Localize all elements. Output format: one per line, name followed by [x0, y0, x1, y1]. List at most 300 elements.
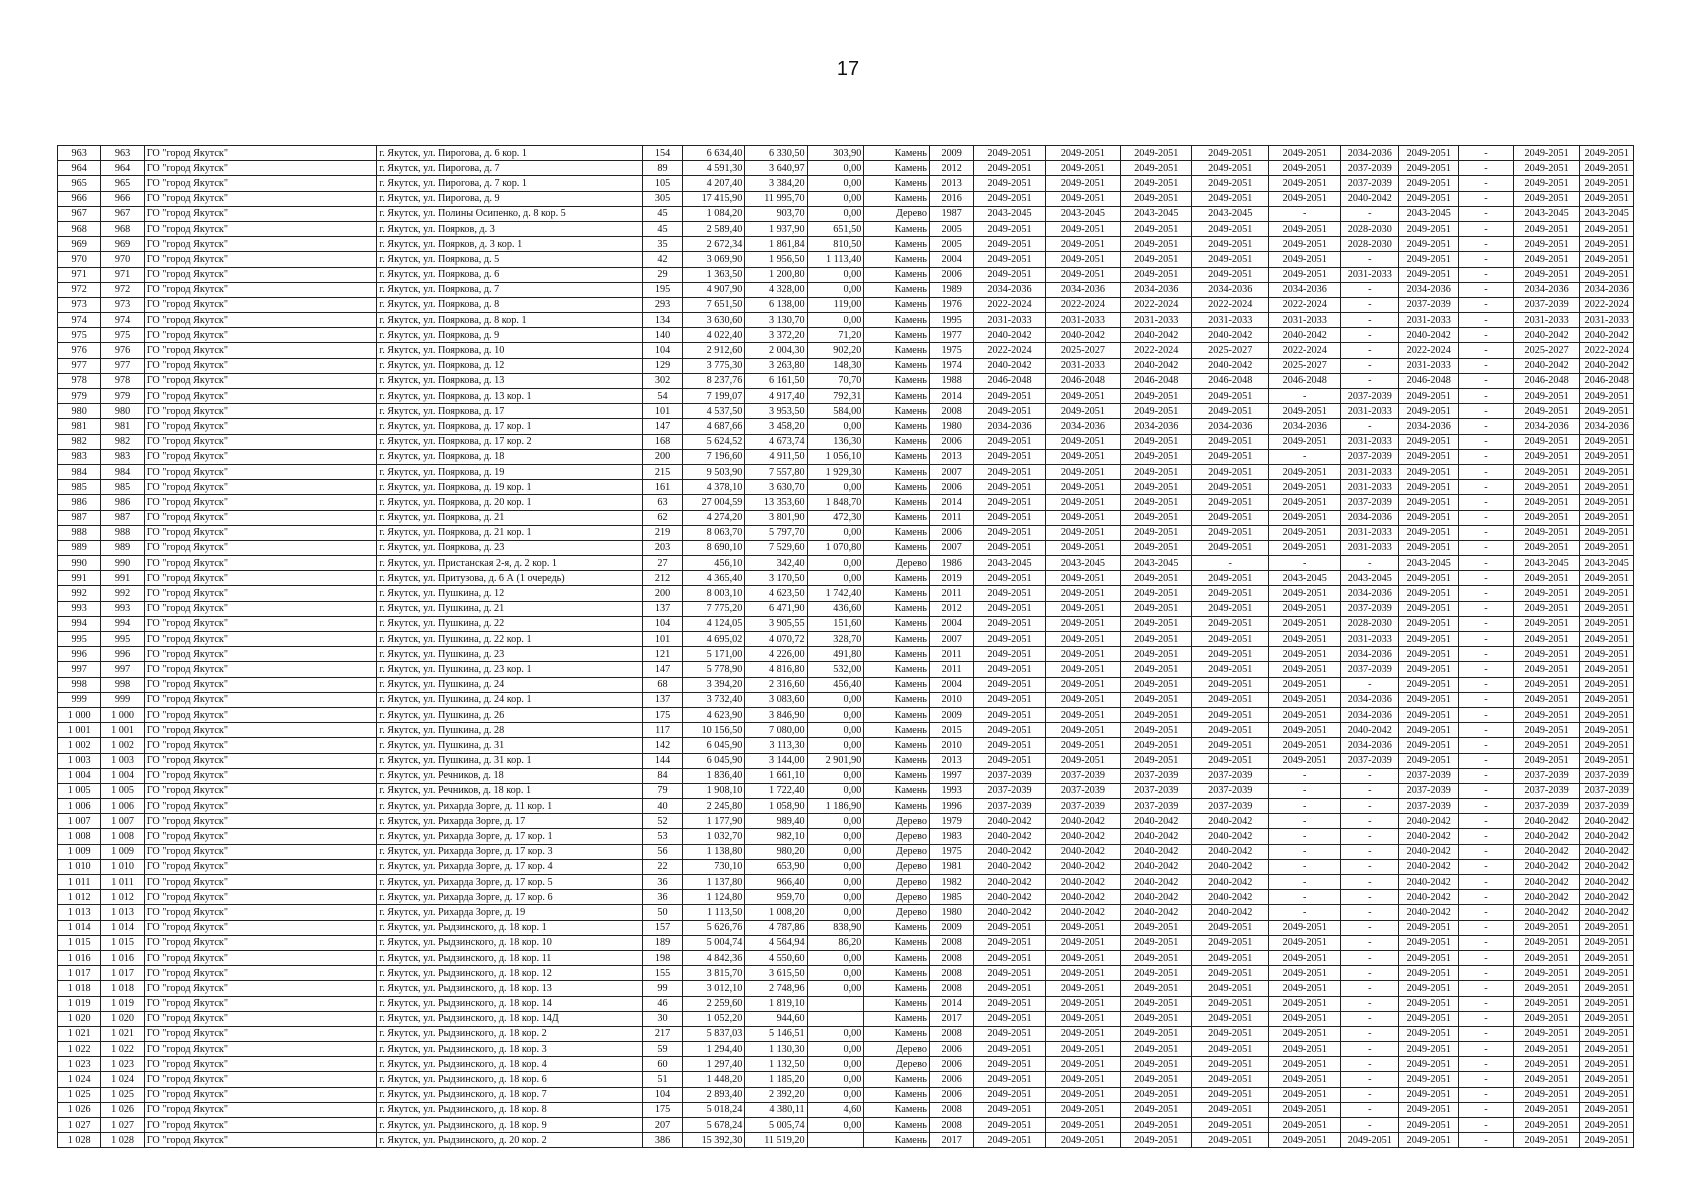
table-cell: 2040-2042 — [1580, 890, 1634, 905]
table-cell: 2005 — [929, 237, 973, 252]
table-row — [58, 707, 1634, 722]
table-cell: Дерево — [864, 556, 930, 571]
table-cell: ГО "город Якутск" — [144, 677, 376, 692]
table-cell: 2049-2051 — [1580, 966, 1634, 981]
table-cell: 2034-2036 — [1399, 419, 1459, 434]
table-row — [58, 799, 1634, 814]
table-cell: 2049-2051 — [1121, 480, 1192, 495]
table-cell: 2049-2051 — [1121, 434, 1192, 449]
table-cell: Камень — [864, 799, 930, 814]
table-cell: 2049-2051 — [1580, 449, 1634, 464]
table-cell: 2049-2051 — [1399, 1133, 1459, 1148]
table-cell: 1 016 — [58, 950, 101, 965]
table-cell: 2049-2051 — [1192, 707, 1269, 722]
table-cell: 1 070,80 — [807, 540, 864, 555]
table-cell: - — [1459, 1072, 1513, 1087]
table-cell: 1 025 — [101, 1087, 144, 1102]
table-cell: 2049-2051 — [1399, 707, 1459, 722]
table-cell: 2040-2042 — [1399, 328, 1459, 343]
table-cell: 2049-2051 — [1192, 540, 1269, 555]
table-row — [58, 586, 1634, 601]
table-cell: 2040-2042 — [1580, 875, 1634, 890]
table-cell: 1 019 — [58, 996, 101, 1011]
table-cell: ГО "город Якутск" — [144, 176, 376, 191]
table-cell: 7 775,20 — [683, 601, 745, 616]
table-cell: 2049-2051 — [1513, 723, 1580, 738]
table-cell: г. Якутск, ул. Рыдзинского, д. 18 кор. 13 — [377, 981, 643, 996]
table-cell: 2049-2051 — [1192, 1072, 1269, 1087]
table-cell: 2049-2051 — [1399, 1026, 1459, 1041]
table-cell: 2049-2051 — [974, 935, 1045, 950]
table-cell: ГО "город Якутск" — [144, 343, 376, 358]
table-cell: - — [1459, 586, 1513, 601]
table-cell: 7 529,60 — [745, 540, 807, 555]
table-row — [58, 434, 1634, 449]
table-cell: 1 007 — [101, 814, 144, 829]
table-cell: ГО "город Якутск" — [144, 540, 376, 555]
table-cell: 2049-2051 — [1192, 647, 1269, 662]
table-cell: 2009 — [929, 707, 973, 722]
table-cell: 2049-2051 — [1192, 267, 1269, 282]
table-cell: 2010 — [929, 738, 973, 753]
table-cell: 964 — [58, 161, 101, 176]
table-cell: 2049-2051 — [1045, 1011, 1121, 1026]
table-cell: г. Якутск, ул. Пояркова, д. 19 — [377, 464, 643, 479]
table-cell: 99 — [643, 981, 683, 996]
table-cell: - — [1341, 935, 1399, 950]
table-cell: Камень — [864, 586, 930, 601]
table-cell: 2049-2051 — [1513, 464, 1580, 479]
table-cell: 2049-2051 — [974, 1042, 1045, 1057]
table-cell: 2049-2051 — [1513, 1102, 1580, 1117]
table-cell: 2049-2051 — [1121, 1057, 1192, 1072]
table-cell: 2049-2051 — [1269, 1133, 1341, 1148]
table-cell: 2037-2039 — [1399, 768, 1459, 783]
table-cell: - — [1459, 966, 1513, 981]
table-cell: 2040-2042 — [974, 829, 1045, 844]
table-cell: 2022-2024 — [1269, 343, 1341, 358]
table-cell: 2011 — [929, 647, 973, 662]
table-cell: 129 — [643, 358, 683, 373]
table-cell: 2049-2051 — [1580, 753, 1634, 768]
table-cell: г. Якутск, ул. Пояркова, д. 9 — [377, 328, 643, 343]
table-cell: 2031-2033 — [1121, 313, 1192, 328]
table-row — [58, 632, 1634, 647]
table-cell: 2049-2051 — [1399, 1057, 1459, 1072]
table-cell: 1 113,50 — [683, 905, 745, 920]
table-cell: 2008 — [929, 404, 973, 419]
table-cell: 3 170,50 — [745, 571, 807, 586]
table-cell: 2006 — [929, 525, 973, 540]
table-cell: 2049-2051 — [1269, 647, 1341, 662]
table-cell: 2049-2051 — [1580, 191, 1634, 206]
table-cell: - — [1341, 343, 1399, 358]
table-cell: 0,00 — [807, 1057, 864, 1072]
table-cell: 1982 — [929, 875, 973, 890]
table-cell: Камень — [864, 449, 930, 464]
table-cell: 4 070,72 — [745, 632, 807, 647]
table-cell: 969 — [101, 237, 144, 252]
table-cell: 1 929,30 — [807, 464, 864, 479]
table-cell: 1 130,30 — [745, 1042, 807, 1057]
table-cell: 978 — [58, 373, 101, 388]
table-cell: 8 690,10 — [683, 540, 745, 555]
table-cell: - — [1341, 313, 1399, 328]
table-cell: 86,20 — [807, 935, 864, 950]
table-cell: - — [1459, 677, 1513, 692]
table-cell: 2049-2051 — [1045, 996, 1121, 1011]
table-row — [58, 1026, 1634, 1041]
table-cell: Камень — [864, 404, 930, 419]
table-cell: 2049-2051 — [1399, 540, 1459, 555]
table-cell: 0,00 — [807, 191, 864, 206]
table-cell: - — [1459, 920, 1513, 935]
table-cell: 2049-2051 — [974, 1026, 1045, 1041]
table-cell: Камень — [864, 525, 930, 540]
table-cell: 2049-2051 — [1045, 662, 1121, 677]
table-cell: 212 — [643, 571, 683, 586]
table-cell: 2049-2051 — [974, 601, 1045, 616]
table-cell: 3 083,60 — [745, 692, 807, 707]
table-cell: 117 — [643, 723, 683, 738]
table-cell: 2037-2039 — [1580, 799, 1634, 814]
table-cell: 2049-2051 — [1580, 404, 1634, 419]
table-cell: г. Якутск, ул. Пояркова, д. 18 — [377, 449, 643, 464]
table-cell: 1 113,40 — [807, 252, 864, 267]
table-row — [58, 404, 1634, 419]
table-cell: 1 297,40 — [683, 1057, 745, 1072]
table-cell: 2049-2051 — [1121, 1133, 1192, 1148]
table-cell: 2006 — [929, 480, 973, 495]
table-cell: - — [1459, 434, 1513, 449]
table-cell: 2037-2039 — [1045, 783, 1121, 798]
table-cell: - — [1341, 844, 1399, 859]
table-cell: 140 — [643, 328, 683, 343]
table-cell: 2040-2042 — [1192, 875, 1269, 890]
table-cell: 7 080,00 — [745, 723, 807, 738]
table-cell: 2006 — [929, 1072, 973, 1087]
table-cell: 2049-2051 — [1045, 738, 1121, 753]
table-cell: 144 — [643, 753, 683, 768]
table-cell: 998 — [101, 677, 144, 692]
table-cell: 1981 — [929, 859, 973, 874]
table-cell: 2049-2051 — [1269, 237, 1341, 252]
table-cell: 2049-2051 — [1121, 571, 1192, 586]
table-cell: 2049-2051 — [1192, 1011, 1269, 1026]
table-cell: г. Якутск, ул. Пристанская 2-я, д. 2 кор. 1 — [377, 556, 643, 571]
table-cell: 2049-2051 — [1045, 677, 1121, 692]
table-row — [58, 161, 1634, 176]
table-cell: ГО "город Якутск" — [144, 146, 376, 161]
table-cell: 1 026 — [58, 1102, 101, 1117]
table-cell: 1983 — [929, 829, 973, 844]
table-cell: ГО "город Якутск" — [144, 586, 376, 601]
table-row — [58, 358, 1634, 373]
table-cell: - — [1459, 252, 1513, 267]
table-cell: - — [1459, 950, 1513, 965]
table-cell: г. Якутск, ул. Пояркова, д. 17 кор. 1 — [377, 419, 643, 434]
table-cell: - — [1459, 662, 1513, 677]
table-cell: 2022-2024 — [1192, 297, 1269, 312]
table-cell: 2049-2051 — [1045, 571, 1121, 586]
table-cell: 2043-2045 — [1580, 206, 1634, 221]
table-cell: 2049-2051 — [974, 1133, 1045, 1148]
table-cell: 2049-2051 — [1121, 389, 1192, 404]
table-cell: 2034-2036 — [1341, 738, 1399, 753]
table-cell: 2040-2042 — [1269, 328, 1341, 343]
table-cell: 1 006 — [58, 799, 101, 814]
table-cell: 2031-2033 — [1341, 404, 1399, 419]
table-cell: 4 673,74 — [745, 434, 807, 449]
table-cell: 2049-2051 — [1121, 1118, 1192, 1133]
table-cell: 2043-2045 — [974, 556, 1045, 571]
table-cell: 2040-2042 — [1580, 829, 1634, 844]
table-cell: 2046-2048 — [1513, 373, 1580, 388]
table-cell: 134 — [643, 313, 683, 328]
table-cell: - — [1459, 525, 1513, 540]
table-cell: 2049-2051 — [1192, 632, 1269, 647]
table-cell: 0,00 — [807, 966, 864, 981]
table-cell: 2049-2051 — [1580, 434, 1634, 449]
table-cell: 151,60 — [807, 616, 864, 631]
table-cell: г. Якутск, ул. Рихарда Зорге, д. 17 кор. 5 — [377, 875, 643, 890]
table-row — [58, 1042, 1634, 1057]
table-cell: 2040-2042 — [1580, 814, 1634, 829]
table-cell: 980 — [58, 404, 101, 419]
table-cell: 3 615,50 — [745, 966, 807, 981]
table-cell: 2049-2051 — [1399, 237, 1459, 252]
table-cell: 2025-2027 — [1192, 343, 1269, 358]
table-cell: Камень — [864, 267, 930, 282]
table-cell: Камень — [864, 601, 930, 616]
table-cell: г. Якутск, ул. Пояркова, д. 12 — [377, 358, 643, 373]
table-cell: Камень — [864, 677, 930, 692]
table-cell: 1 003 — [101, 753, 144, 768]
table-cell: 989,40 — [745, 814, 807, 829]
table-cell: 119,00 — [807, 297, 864, 312]
table-cell: г. Якутск, ул. Притузова, д. 6 А (1 очередь) — [377, 571, 643, 586]
table-cell: 2049-2051 — [1045, 389, 1121, 404]
table-cell: г. Якутск, ул. Пояркова, д. 21 кор. 1 — [377, 525, 643, 540]
table-cell: 6 161,50 — [745, 373, 807, 388]
table-cell: 2049-2051 — [1513, 540, 1580, 555]
housing-registry-table — [57, 145, 1634, 1148]
table-cell: 68 — [643, 677, 683, 692]
table-cell: 1 000 — [58, 707, 101, 722]
table-cell: 2040-2042 — [1045, 328, 1121, 343]
table-cell: 2049-2051 — [1121, 920, 1192, 935]
table-cell: 2040-2042 — [1399, 859, 1459, 874]
table-cell: 4,60 — [807, 1102, 864, 1117]
table-cell: Камень — [864, 1118, 930, 1133]
table-cell: 1 028 — [101, 1133, 144, 1148]
table-cell: 2049-2051 — [1399, 480, 1459, 495]
table-cell: 10 156,50 — [683, 723, 745, 738]
table-cell: 959,70 — [745, 890, 807, 905]
table-cell: 2040-2042 — [1121, 358, 1192, 373]
table-cell: 2049-2051 — [1580, 1026, 1634, 1041]
table-cell: 1 722,40 — [745, 783, 807, 798]
table-cell: 2031-2033 — [1399, 313, 1459, 328]
table-cell: 2049-2051 — [974, 677, 1045, 692]
table-cell: 1 861,84 — [745, 237, 807, 252]
table-cell: 730,10 — [683, 859, 745, 874]
table-cell: 2040-2042 — [1192, 890, 1269, 905]
table-cell: 2040-2042 — [1192, 859, 1269, 874]
table-cell: 973 — [58, 297, 101, 312]
table-cell: 2049-2051 — [1121, 161, 1192, 176]
table-cell: 1 956,50 — [745, 252, 807, 267]
table-cell: 2049-2051 — [1045, 1026, 1121, 1041]
table-row — [58, 692, 1634, 707]
table-cell: 5 778,90 — [683, 662, 745, 677]
table-cell: г. Якутск, ул. Пояркова, д. 7 — [377, 282, 643, 297]
table-cell: Камень — [864, 389, 930, 404]
table-row — [58, 783, 1634, 798]
table-cell: - — [1459, 404, 1513, 419]
table-cell: 1 836,40 — [683, 768, 745, 783]
table-cell: г. Якутск, ул. Рихарда Зорге, д. 17 кор. 1 — [377, 829, 643, 844]
table-cell: 154 — [643, 146, 683, 161]
table-cell: 2040-2042 — [1192, 844, 1269, 859]
table-cell: 2037-2039 — [1045, 799, 1121, 814]
table-cell: 2040-2042 — [1580, 328, 1634, 343]
table-cell: 1 011 — [58, 875, 101, 890]
table-cell: 1 008 — [101, 829, 144, 844]
table-cell: 997 — [101, 662, 144, 677]
table-cell: 3 905,55 — [745, 616, 807, 631]
table-cell: 2049-2051 — [1269, 221, 1341, 236]
table-cell: 2049-2051 — [1192, 252, 1269, 267]
table-cell: 1 819,10 — [745, 996, 807, 1011]
table-cell: 2049-2051 — [1192, 480, 1269, 495]
table-cell: г. Якутск, ул. Пояркова, д. 19 кор. 1 — [377, 480, 643, 495]
table-cell: 5 004,74 — [683, 935, 745, 950]
table-cell: 2049-2051 — [1192, 1133, 1269, 1148]
table-cell: 0,00 — [807, 875, 864, 890]
table-cell: 1 137,80 — [683, 875, 745, 890]
table-cell: 0,00 — [807, 829, 864, 844]
table-cell: 2049-2051 — [974, 616, 1045, 631]
table-cell: 2049-2051 — [1192, 525, 1269, 540]
table-cell: Камень — [864, 252, 930, 267]
table-cell: 1 012 — [58, 890, 101, 905]
table-cell: 2037-2039 — [974, 783, 1045, 798]
table-cell: 2049-2051 — [1192, 1057, 1269, 1072]
table-cell: Камень — [864, 343, 930, 358]
table-cell: г. Якутск, ул. Рыдзинского, д. 18 кор. 12 — [377, 966, 643, 981]
table-cell: 2049-2051 — [1121, 252, 1192, 267]
table-cell: - — [1459, 313, 1513, 328]
table-cell: 1 003 — [58, 753, 101, 768]
table-cell: 2049-2051 — [1121, 1087, 1192, 1102]
table-cell: 2049-2051 — [974, 146, 1045, 161]
table-cell: 3 630,70 — [745, 480, 807, 495]
table-cell: 2037-2039 — [1580, 783, 1634, 798]
table-cell: 0,00 — [807, 844, 864, 859]
table-cell: 2037-2039 — [1513, 768, 1580, 783]
table-cell: 2040-2042 — [1513, 358, 1580, 373]
table-cell: 2049-2051 — [1121, 525, 1192, 540]
table-cell: 2028-2030 — [1341, 616, 1399, 631]
table-cell: - — [1459, 738, 1513, 753]
table-cell: 971 — [58, 267, 101, 282]
table-cell: 2034-2036 — [1580, 282, 1634, 297]
table-row — [58, 1133, 1634, 1148]
table-cell: ГО "город Якутск" — [144, 875, 376, 890]
table-cell: 1 020 — [101, 1011, 144, 1026]
table-cell: 4 787,86 — [745, 920, 807, 935]
page-number: 17 — [836, 58, 860, 80]
table-cell: Камень — [864, 464, 930, 479]
table-cell: 2049-2051 — [1192, 616, 1269, 631]
table-cell: г. Якутск, ул. Рихарда Зорге, д. 19 — [377, 905, 643, 920]
table-cell: - — [1341, 556, 1399, 571]
table-cell: - — [1341, 206, 1399, 221]
table-cell: 944,60 — [745, 1011, 807, 1026]
table-cell: 2049-2051 — [1269, 176, 1341, 191]
table-cell: 2049-2051 — [1269, 950, 1341, 965]
table-cell: 2049-2051 — [1399, 434, 1459, 449]
table-cell: 2049-2051 — [1121, 692, 1192, 707]
table-cell: 838,90 — [807, 920, 864, 935]
table-cell: 2049-2051 — [974, 723, 1045, 738]
table-cell: - — [1341, 297, 1399, 312]
table-cell: 2049-2051 — [1192, 449, 1269, 464]
table-cell: 902,20 — [807, 343, 864, 358]
table-row — [58, 996, 1634, 1011]
table-cell: 969 — [58, 237, 101, 252]
table-cell: 219 — [643, 525, 683, 540]
table-cell: - — [1459, 616, 1513, 631]
table-cell: 2049-2051 — [1269, 981, 1341, 996]
table-cell: 1975 — [929, 844, 973, 859]
table-cell: 2049-2051 — [1269, 434, 1341, 449]
table-row — [58, 571, 1634, 586]
table-cell: 2 392,20 — [745, 1087, 807, 1102]
table-cell: 2049-2051 — [1269, 161, 1341, 176]
table-cell: 2049-2051 — [1121, 950, 1192, 965]
table-cell: - — [1459, 935, 1513, 950]
table-cell: 2 589,40 — [683, 221, 745, 236]
table-cell: 2043-2045 — [1399, 556, 1459, 571]
table-cell: 1 008,20 — [745, 905, 807, 920]
table-cell: 36 — [643, 875, 683, 890]
table-cell: 3 458,20 — [745, 419, 807, 434]
table-cell: - — [1341, 419, 1399, 434]
table-row — [58, 844, 1634, 859]
table-cell: 6 045,90 — [683, 738, 745, 753]
table-cell: 2049-2051 — [1399, 950, 1459, 965]
table-cell: 5 005,74 — [745, 1118, 807, 1133]
table-cell: 2037-2039 — [1580, 768, 1634, 783]
table-cell: 2006 — [929, 1042, 973, 1057]
table-cell: 2049-2051 — [1580, 586, 1634, 601]
table-cell: ГО "город Якутск" — [144, 799, 376, 814]
table-row — [58, 723, 1634, 738]
table-cell: г. Якутск, ул. Речников, д. 18 кор. 1 — [377, 783, 643, 798]
table-cell: 0,00 — [807, 571, 864, 586]
table-cell: 2049-2051 — [1513, 191, 1580, 206]
table-cell: - — [1341, 875, 1399, 890]
table-cell: 2040-2042 — [1121, 844, 1192, 859]
table-cell: - — [1269, 844, 1341, 859]
table-cell: 2049-2051 — [1121, 404, 1192, 419]
table-cell: 4 365,40 — [683, 571, 745, 586]
table-cell: 2007 — [929, 464, 973, 479]
table-row — [58, 449, 1634, 464]
table-cell: 2049-2051 — [974, 191, 1045, 206]
